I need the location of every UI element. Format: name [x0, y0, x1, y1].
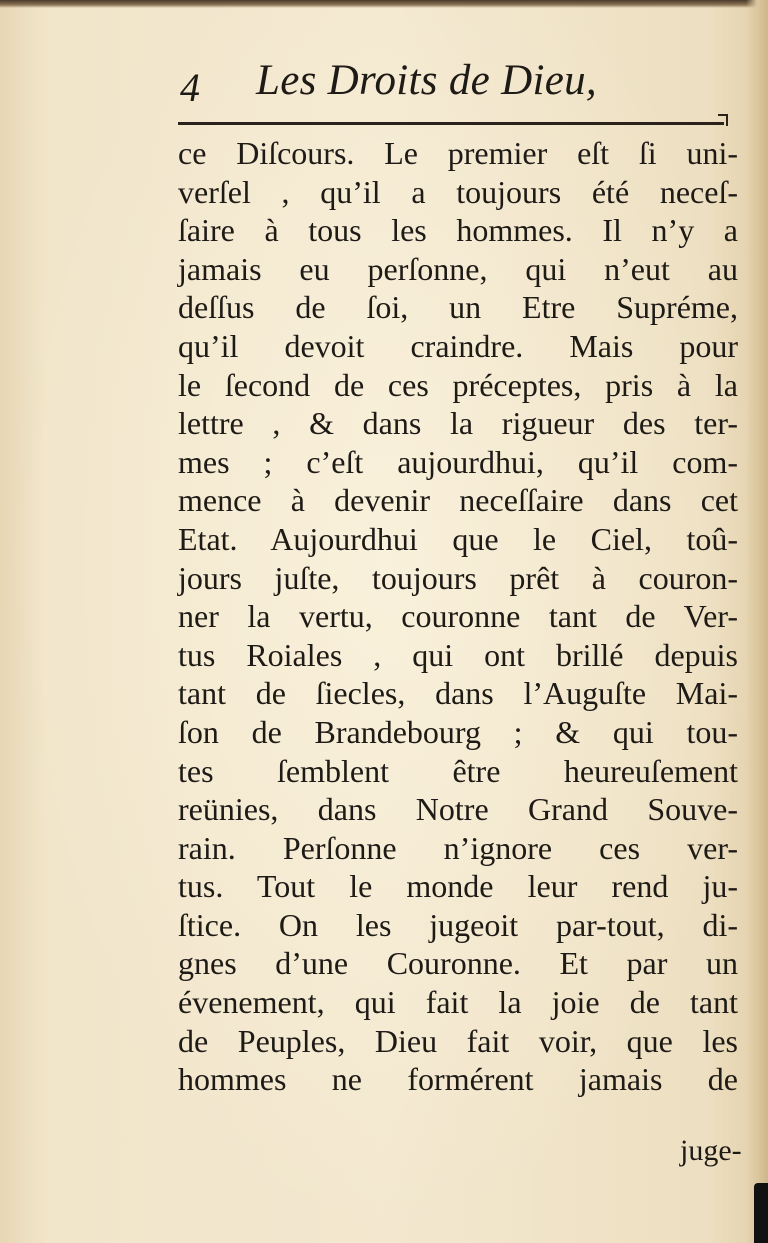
- text-line: évenement, qui fait la joie de tant: [178, 984, 738, 1021]
- text-line: mes ; c’eſt aujourdhui, qu’il com-: [178, 443, 738, 480]
- show-through-text: [200, 1140, 740, 1230]
- text-line: Etat. Aujourdhui que le Ciel, toû-: [178, 520, 738, 557]
- page-header: [172, 52, 732, 108]
- text-line: jours juſte, toujours prêt à couron-: [178, 559, 738, 596]
- text-line: mence à devenir neceſſaire dans cet: [178, 482, 738, 519]
- text-line: hommes ne formérent jamais de: [178, 1061, 738, 1098]
- binding-shadow: [754, 1183, 768, 1243]
- page-number: 4: [180, 65, 200, 110]
- text-line: le ſecond de ces préceptes, pris à la: [178, 366, 738, 403]
- running-title: Les Droits de Dieu,: [256, 57, 597, 104]
- page-right-edge: [746, 0, 768, 1243]
- text-line: ſon de Brandebourg ; & qui tou-: [178, 713, 738, 750]
- text-line: ner la vertu, couronne tant de Ver-: [178, 598, 738, 635]
- text-line: ſaire à tous les hommes. Il n’y a: [178, 212, 738, 249]
- page-top-edge: [0, 0, 768, 8]
- text-line: ce Diſcours. Le premier eſt ſi uni-: [178, 135, 738, 171]
- text-line: rain. Perſonne n’ignore ces ver-: [178, 829, 738, 866]
- text-line: tes ſemblent être heureuſement: [178, 752, 738, 789]
- text-line: tus. Tout le monde leur rend ju-: [178, 868, 738, 905]
- text-line: de Peuples, Dieu fait voir, que les: [178, 1022, 738, 1059]
- text-line: qu’il devoit craindre. Mais pour: [178, 327, 738, 364]
- text-line: reünies, dans Notre Grand Souve-: [178, 791, 738, 828]
- catchword: juge-: [680, 1134, 742, 1167]
- text-line: ſtice. On les jugeoit par-tout, di-: [178, 906, 738, 943]
- text-line: jamais eu perſonne, qui n’eut au: [178, 250, 738, 287]
- text-line: tant de ſiecles, dans l’Auguſte Mai-: [178, 675, 738, 712]
- text-line: tus Roiales , qui ont brillé depuis: [178, 636, 738, 673]
- text-line: gnes d’une Couronne. Et par un: [178, 945, 738, 982]
- header-rule: [178, 122, 724, 125]
- body-text: [178, 134, 738, 1099]
- text-line: deſſus de ſoi, un Etre Supréme,: [178, 289, 738, 326]
- text-line: lettre , & dans la rigueur des ter-: [178, 405, 738, 442]
- text-line: verſel , qu’il a toujours été neceſ-: [178, 173, 738, 210]
